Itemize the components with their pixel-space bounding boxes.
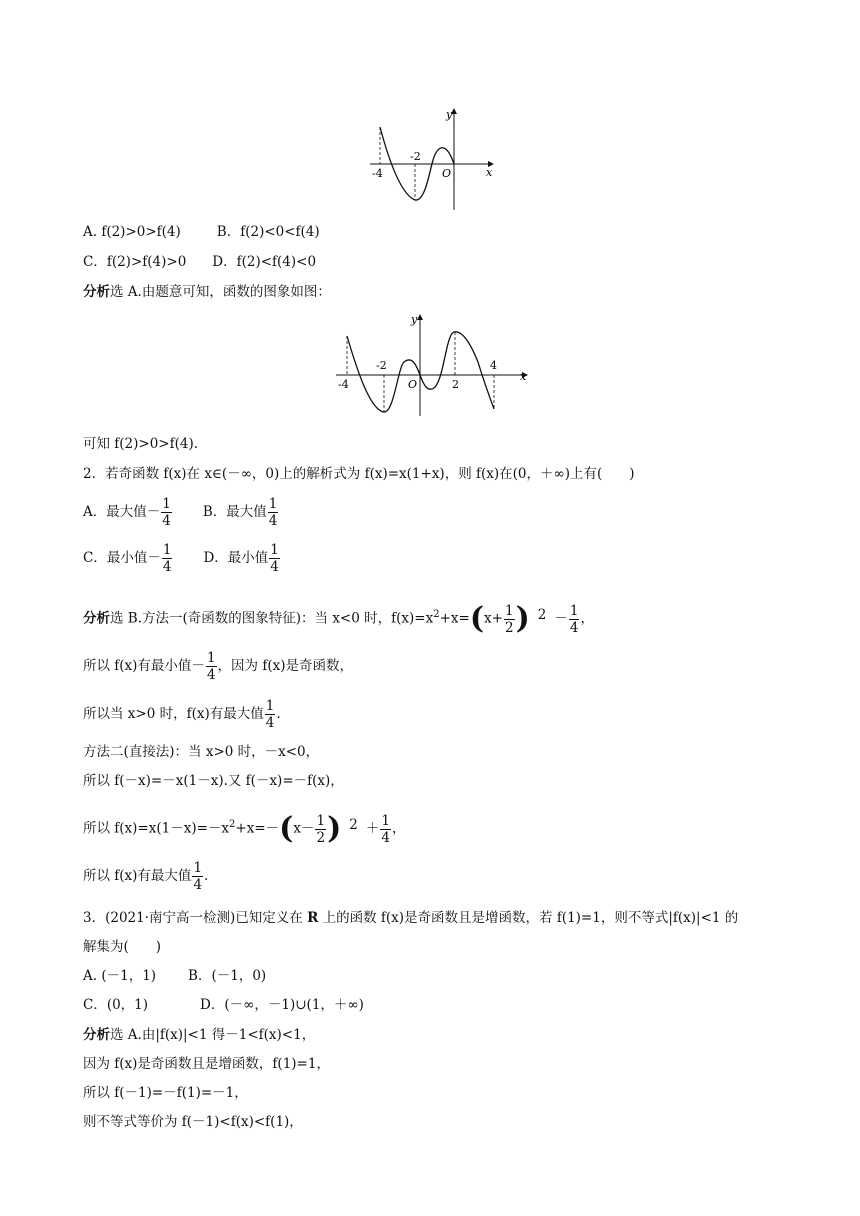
formula-text: . — [276, 706, 281, 722]
formula-text: . — [204, 868, 209, 884]
q2-options-row2 — [83, 542, 281, 575]
fraction-quarter: $\frac{1}{4}$ — [569, 602, 579, 636]
formula-text: +x= — [439, 610, 470, 627]
y-label: y — [446, 108, 453, 121]
exponent: 2 — [349, 817, 358, 833]
fraction-quarter: $\frac{1}{4}$ — [162, 542, 172, 575]
fraction-half: $\frac{1}{2}$ — [316, 812, 326, 846]
left-paren: ( — [279, 811, 294, 846]
q3-analysis-line1 — [83, 1025, 315, 1045]
q1-option-c: C．f(2)>f(4)>0 — [83, 254, 187, 270]
formula-text: ＋ — [365, 820, 380, 837]
formula-text: +x=－ — [235, 820, 280, 837]
y-label: y — [411, 313, 418, 326]
q2-option-d: D．最小值 — [203, 550, 269, 566]
q2-options-row1 — [83, 496, 279, 529]
formula-text: 选 B.方法一(奇函数的图象特征)：当 x<0 时，f(x)=x — [110, 610, 434, 627]
q1-option-a: A. f(2)>0>f(4) — [83, 224, 181, 240]
q2-method1-line3 — [83, 698, 281, 731]
fraction-quarter: $\frac{1}{4}$ — [162, 496, 171, 529]
q1-options-row2 — [83, 252, 316, 272]
q3-stem-line2: 解集为( ) — [83, 939, 162, 955]
formula-text: x+ — [484, 610, 503, 627]
q1-option-b: B．f(2)<0<f(4) — [216, 224, 320, 240]
q2-stem: 2．若奇函数 f(x)在 x∈(－∞，0)上的解析式为 f(x)=x(1+x)，则 f(x)在(0，＋∞)上有( ) — [83, 466, 635, 482]
q3-analysis-line4: 则不等式等价为 f(－1)<f(x)<f(1)， — [83, 1114, 303, 1130]
formula-text: ， — [580, 610, 594, 627]
fraction-quarter: $\frac{1}{4}$ — [193, 860, 203, 893]
q1-analysis — [83, 282, 331, 302]
formula-text: 所以当 x>0 时，f(x)有最大值 — [83, 706, 264, 722]
q1-conclusion: 可知 f(2)>0>f(4). — [83, 436, 199, 452]
analysis-text: 选 A.由题意可知，函数的图象如图： — [110, 284, 331, 300]
tick-neg4: -4 — [338, 378, 349, 391]
formula-text: ，因为 f(x)是奇函数， — [217, 658, 353, 674]
q2-method2-line1: 方法二(直接法)：当 x>0 时，－x<0， — [83, 744, 320, 760]
tick-neg2: -2 — [376, 359, 387, 372]
q3-option-d: D．(－∞，－1)∪(1，＋∞) — [200, 997, 364, 1013]
fraction-quarter: $\frac{1}{4}$ — [270, 542, 279, 575]
q1-options-row1 — [83, 222, 320, 242]
tick-neg4: -4 — [372, 167, 383, 180]
q2-option-b: B．最大值 — [202, 504, 267, 520]
q3-option-b: B．(－1，0) — [188, 968, 267, 984]
formula-text: 所以 f(x)有最大值 — [83, 868, 192, 884]
x-label: x — [486, 166, 493, 179]
formula-text: 所以 f(x)有最小值－ — [83, 658, 205, 674]
y-axis-arrow — [417, 314, 423, 320]
tick-4: 4 — [490, 359, 497, 372]
q3-options-row1 — [83, 966, 266, 986]
left-paren: ( — [469, 601, 485, 636]
origin-label: O — [442, 167, 452, 180]
q2-method2-line3 — [83, 808, 405, 846]
q3-analysis-line3: 所以 f(－1)=－f(1)=－1， — [83, 1085, 248, 1101]
stem-text: 3．(2021·南宁高一检测)已知定义在 — [83, 910, 308, 926]
q3-option-c: C．(0，1) — [83, 997, 149, 1013]
q3-options-row2 — [83, 995, 364, 1015]
fraction-quarter: $\frac{1}{4}$ — [265, 698, 275, 731]
q2-method2-line2: 所以 f(－x)=－x(1－x).又 f(－x)=－f(x)， — [83, 773, 344, 789]
fraction-quarter: $\frac{1}{4}$ — [268, 496, 278, 529]
function-graph-2 — [332, 312, 532, 417]
q2-method1-line2 — [83, 650, 353, 683]
analysis-text: 选 A.由|f(x)|<1 得－1<f(x)<1， — [110, 1027, 316, 1043]
q3-analysis-line2: 因为 f(x)是奇函数且是增函数，f(1)=1， — [83, 1056, 330, 1072]
tick-neg2: -2 — [410, 150, 421, 163]
superscript: 2 — [229, 819, 236, 830]
formula-text: － — [554, 610, 568, 627]
q2-method1-line1 — [83, 598, 594, 636]
superscript: 2 — [433, 609, 440, 620]
tick-2: 2 — [452, 378, 459, 391]
formula-text: ， — [391, 820, 406, 837]
analysis-label: 分析 — [83, 610, 110, 627]
right-paren: ) — [515, 601, 530, 636]
origin-label: O — [408, 378, 418, 391]
q2-option-c: C．最小值－ — [83, 550, 161, 566]
stem-text: 上的函数 f(x)是奇函数且是增函数，若 f(1)=1，则不等式|f(x)|<1 的 — [318, 910, 739, 926]
q2-option-a: A．最大值－ — [83, 504, 161, 520]
function-graph-1 — [368, 102, 498, 212]
q3-stem-line1 — [83, 908, 738, 928]
q3-option-a: A. (－1，1) — [83, 968, 157, 984]
fraction-quarter: $\frac{1}{4}$ — [381, 812, 390, 846]
analysis-label: 分析 — [83, 284, 110, 300]
q2-method2-line4 — [83, 860, 208, 893]
fraction-half: $\frac{1}{2}$ — [504, 602, 514, 636]
stem-bold-r: R — [307, 910, 319, 926]
x-label: x — [520, 370, 527, 383]
fraction-quarter: $\frac{1}{4}$ — [206, 650, 216, 683]
right-paren: ) — [327, 811, 342, 846]
formula-text: 所以 f(x)=x(1－x)=－x — [83, 820, 230, 837]
exponent: 2 — [537, 607, 547, 623]
formula-text: x－ — [293, 820, 315, 837]
analysis-label: 分析 — [83, 1027, 110, 1043]
q1-option-d: D．f(2)<f(4)<0 — [212, 254, 317, 270]
